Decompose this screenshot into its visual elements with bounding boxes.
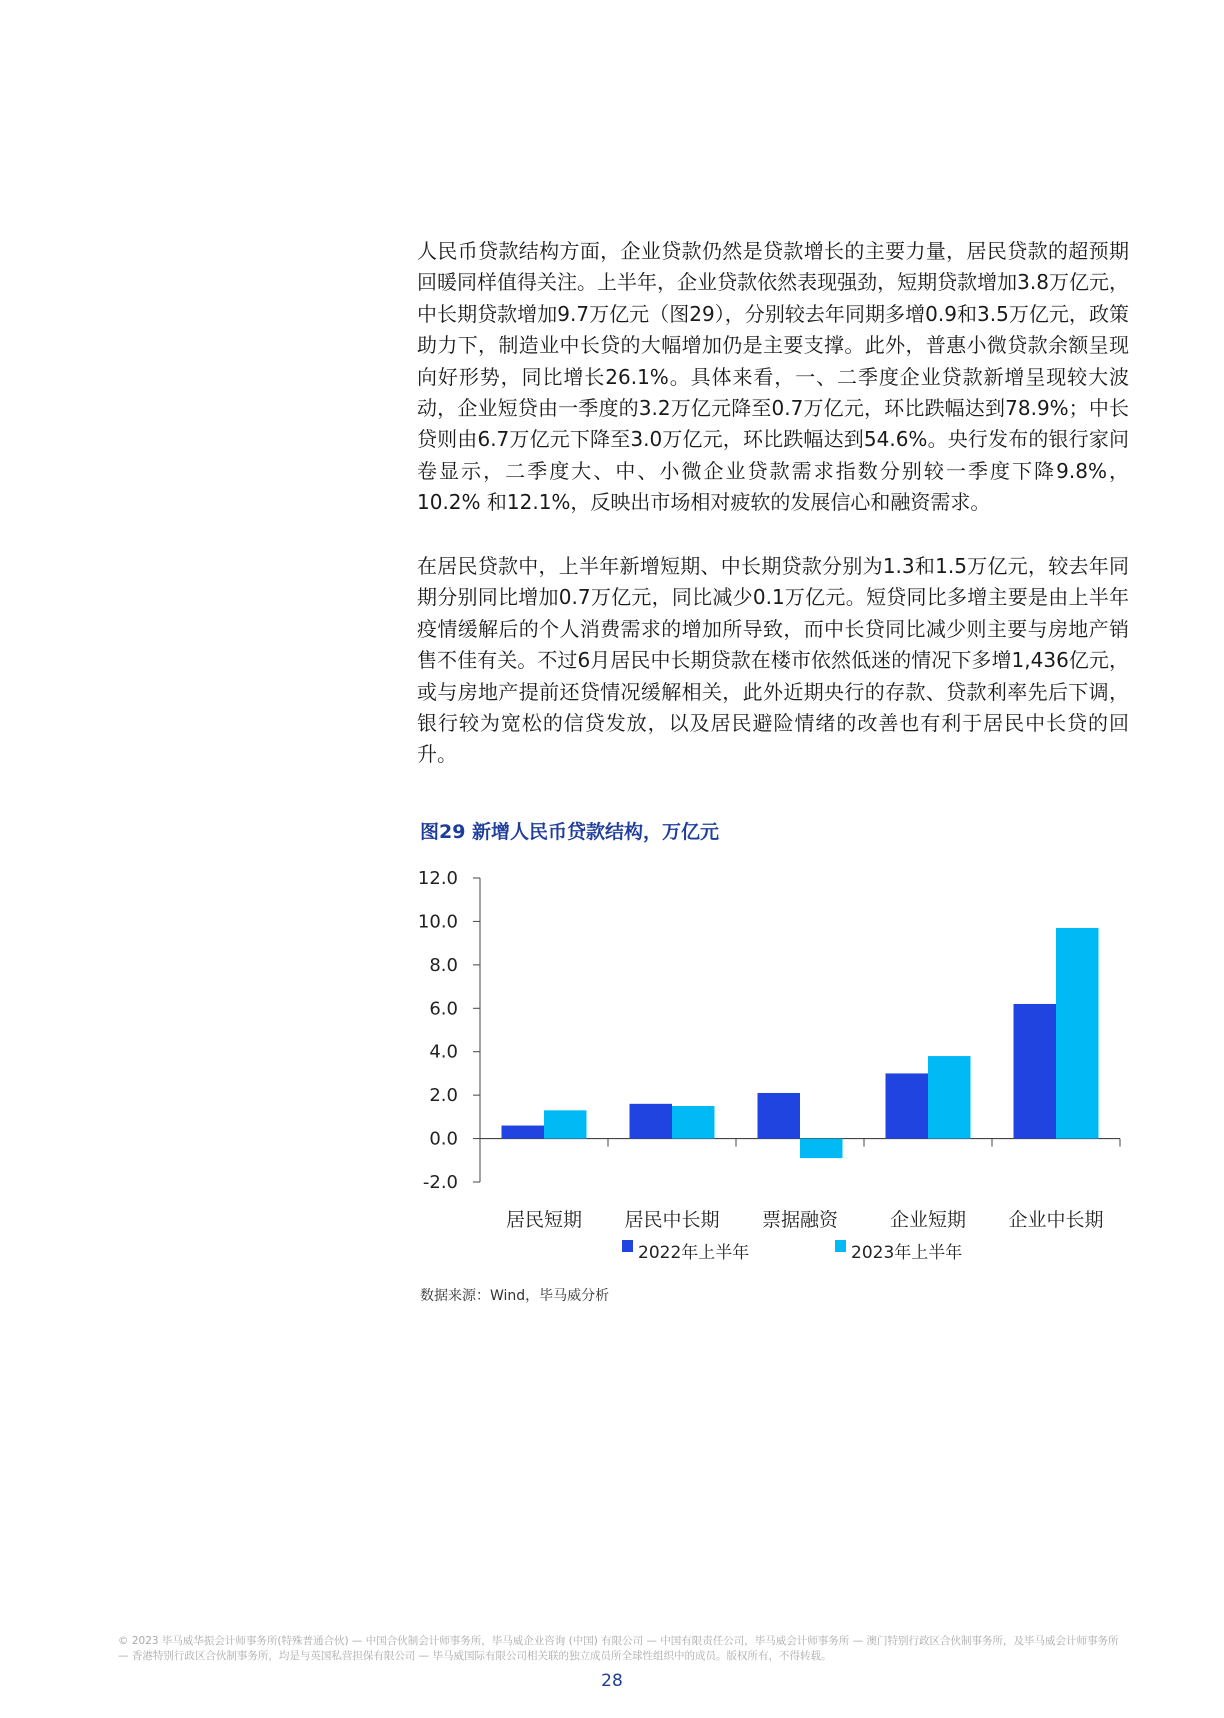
body-paragraph: 在居民贷款中，上半年新增短期、中长期贷款分别为1.3和1.5万亿元，较去年同期分别同比增加0.7万亿元，同比减少0.1万亿元。短贷同比多增主要是由上半年疫情缓解后的个人消费需求的增加所导致，而中长贷同比减少则主要与房地产销售不佳有关。不过6月居民中长期贷款在楼市依然低迷的情况下多增1,436亿元，或与房地产提前还贷情况缓解相关，此外近期央行的存款、贷款利率先后下调，银行较为宽松的信贷发放，以及居民避险情绪的改善也有利于居民中长贷的回升。 xyxy=(417,554,1129,767)
bar-2023 xyxy=(544,1110,587,1138)
legend-label: 2022年上半年 xyxy=(638,1243,750,1263)
x-category-label: 居民短期 xyxy=(505,1209,583,1231)
footer-copyright: © 2023 毕马威华振会计师事务所(特殊普通合伙) — 中国合伙制会计师事务所，毕马威企业咨询 (中国) 有限公司 — 中国有限责任公司，毕马威会计师事务所 — 澳门特别行政区合伙制事务所，及毕马威会计师事务所 — 香港特别行政区合伙制事务所，均是与英国私营担保有限公司 — 毕马威国际有限公司相关联的独立成员所全球性组织中的成员。版权所有，不得转载。 xyxy=(118,1635,1119,1662)
y-tick-label: 12.0 xyxy=(417,868,458,889)
bar-2022 xyxy=(1014,1004,1057,1139)
y-tick-label: 4.0 xyxy=(429,1041,458,1063)
bar-2023 xyxy=(1056,928,1099,1139)
y-tick-label: -2.0 xyxy=(422,1172,458,1193)
bar-2023 xyxy=(672,1106,715,1139)
figure-source: 数据来源：Wind，毕马威分析 xyxy=(420,1288,610,1304)
legend-swatch xyxy=(622,1240,633,1252)
page-number: 28 xyxy=(601,1671,623,1691)
y-tick-label: 10.0 xyxy=(417,911,458,933)
legend-label: 2023年上半年 xyxy=(851,1243,963,1263)
x-category-label: 企业短期 xyxy=(889,1209,967,1231)
bar-2022 xyxy=(630,1104,673,1139)
legend-swatch xyxy=(835,1240,846,1252)
bar-2023 xyxy=(800,1139,843,1159)
bar-2023 xyxy=(928,1056,971,1139)
y-tick-label: 2.0 xyxy=(429,1085,458,1107)
x-category-label: 票据融资 xyxy=(761,1209,839,1231)
figure-title: 图29 新增人民币贷款结构，万亿元 xyxy=(420,821,720,843)
y-tick-label: 6.0 xyxy=(429,998,458,1020)
bar-2022 xyxy=(758,1093,801,1139)
body-paragraph: 人民币贷款结构方面，企业贷款仍然是贷款增长的主要力量，居民贷款的超预期回暖同样值得关注。上半年，企业贷款依然表现强劲，短期贷款增加3.8万亿元，中长期贷款增加9.7万亿元（图29），分别较去年同期多增0.9和3.5万亿元，政策助力下，制造业中长贷的大幅增加仍是主要支撑。此外，普惠小微贷款余额呈现向好形势，同比增长26.1%。具体来看，一、二季度企业贷款新增呈现较大波动，企业短贷由一季度的3.2万亿元降至0.7万亿元，环比跌幅达到78.9%；中长贷则由6.7万亿元下降至3.0万亿元，环比跌幅达到54.6%。央行发布的银行家问卷显示，二季度大、中、小微企业贷款需求指数分别较一季度下降9.8%，10.2% 和12.1%，反映出市场相对疲软的发展信心和融资需求。 xyxy=(417,239,1129,515)
bar-2022 xyxy=(886,1073,929,1138)
y-tick-label: 0.0 xyxy=(429,1128,458,1150)
x-category-label: 居民中长期 xyxy=(624,1209,720,1231)
y-tick-label: 8.0 xyxy=(429,954,458,976)
bar-2022 xyxy=(502,1126,545,1139)
x-category-label: 企业中长期 xyxy=(1008,1209,1104,1231)
